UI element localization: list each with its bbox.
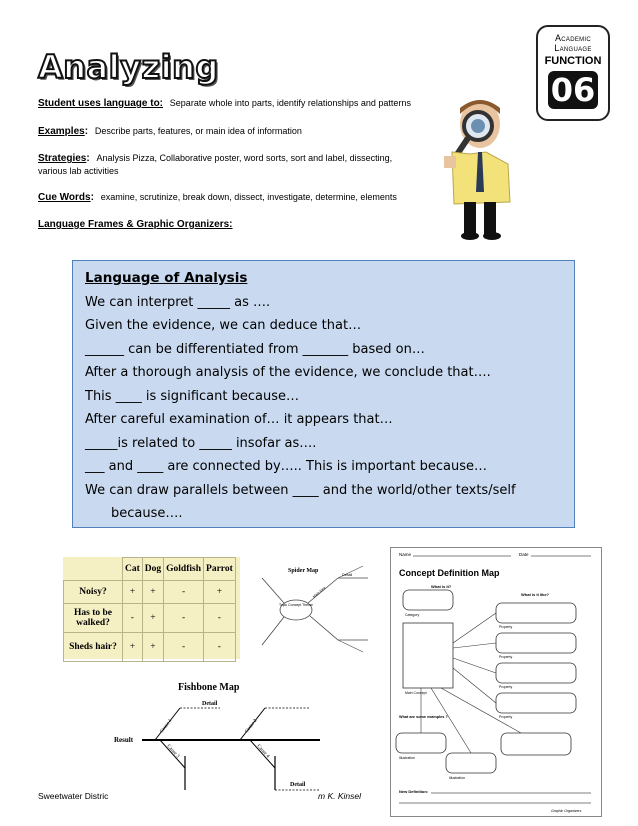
cue-words-line: Cue Words: examine, scrutinize, break down, dissect, investigate, determine, elements bbox=[38, 192, 397, 203]
strategies-line: Strategies: Analysis Pizza, Collaborative poster, word sorts, sort and label, dissecting, bbox=[38, 153, 393, 164]
frame-2: Given the evidence, we can deduce that… bbox=[85, 318, 362, 333]
comparison-table-graphic bbox=[63, 557, 240, 659]
footer-left: Sweetwater Distric bbox=[38, 791, 109, 801]
student-uses-line bbox=[38, 98, 411, 109]
examples-line: Examples: Describe parts, features, or main idea of information bbox=[38, 126, 302, 137]
concept-footer: Graphic Organizers bbox=[551, 809, 582, 813]
concept-property-4: Property bbox=[499, 715, 513, 719]
table-cell: + bbox=[142, 633, 163, 662]
badge-number: 06 bbox=[548, 71, 598, 109]
table-cell: - bbox=[164, 604, 204, 633]
fishbone-title: Fishbone Map bbox=[178, 682, 240, 693]
frame-9-continuation: because…. bbox=[111, 506, 183, 521]
strategies-text2: various lab activities bbox=[38, 166, 119, 176]
concept-name-label: Name bbox=[399, 552, 412, 557]
table-corner bbox=[64, 558, 123, 581]
concept-illustration-2: Illustration bbox=[449, 776, 465, 780]
student-uses-text: Separate whole into parts, identify relationships and patterns bbox=[169, 98, 411, 108]
fishbone-cause-3: Cause 3 bbox=[165, 743, 180, 760]
spider-center-label: Topic Concept Theme bbox=[279, 603, 313, 607]
table-row-header: Sheds hair? bbox=[64, 633, 123, 662]
comparison-table bbox=[63, 557, 236, 662]
concept-examples: What are some examples ? bbox=[399, 715, 448, 719]
fishbone-cause-4: Cause 4 bbox=[255, 743, 270, 760]
student-uses-label: Student uses language to: bbox=[38, 98, 164, 109]
badge-line3: FUNCTION bbox=[544, 55, 602, 67]
frame-7: _____is related to _____ insofar as…. bbox=[85, 435, 317, 451]
table-col-header: Dog bbox=[142, 558, 163, 581]
cue-words-label: Cue Words bbox=[38, 192, 91, 203]
frame-1: We can interpret _____ as …. bbox=[85, 294, 271, 310]
table-cell: - bbox=[204, 604, 236, 633]
table-cell: - bbox=[164, 581, 204, 604]
table-cell: - bbox=[204, 633, 236, 662]
table-cell: - bbox=[164, 633, 204, 662]
concept-illustration: Illustration bbox=[399, 756, 415, 760]
concept-property: Property bbox=[499, 625, 513, 629]
frame-9: We can draw parallels between ____ and the world/other texts/self bbox=[85, 482, 516, 498]
table-cell: + bbox=[123, 581, 143, 604]
function-badge bbox=[536, 25, 610, 121]
language-of-analysis-box bbox=[72, 260, 575, 528]
table-cell: + bbox=[204, 581, 236, 604]
concept-category: Category bbox=[405, 613, 420, 617]
spider-map-title: Spider Map bbox=[288, 568, 319, 574]
table-cell: - bbox=[123, 604, 143, 633]
fishbone-result-label: Result bbox=[114, 736, 134, 744]
footer-right: m K. Kinsel bbox=[318, 791, 361, 801]
spider-map-graphic bbox=[258, 560, 378, 660]
frame-5: This ____ is significant because… bbox=[85, 388, 299, 404]
frame-4: After a thorough analysis of the evidence, we conclude that…. bbox=[85, 365, 491, 380]
magnifier-person-illustration bbox=[430, 92, 530, 242]
fishbone-detail-label: Detail bbox=[202, 701, 218, 707]
table-row bbox=[64, 633, 236, 662]
examples-text: Describe parts, features, or main idea of information bbox=[94, 126, 302, 136]
frames-heading-line bbox=[38, 219, 233, 230]
concept-what-like: What is it like? bbox=[521, 592, 550, 597]
frames-heading: Language Frames & Graphic Organizers: bbox=[38, 219, 233, 230]
page-title: Analyzing bbox=[38, 48, 219, 86]
badge-line2: Language bbox=[554, 43, 592, 53]
frame-3: ______ can be differentiated from _______ based on… bbox=[85, 341, 425, 357]
strategies-text1: Analysis Pizza, Collaborative poster, word sorts, sort and label, dissecting, bbox=[96, 153, 393, 163]
spider-leg-label: Main Idea bbox=[312, 585, 327, 599]
frame-6: After careful examination of… it appears that… bbox=[85, 412, 393, 427]
table-row-header: Has to be walked? bbox=[64, 604, 123, 633]
language-box-heading: Language of Analysis bbox=[85, 270, 248, 286]
badge-line1: Academic bbox=[554, 33, 592, 43]
concept-what-is-it: What is it? bbox=[431, 584, 452, 589]
table-cell: + bbox=[142, 581, 163, 604]
concept-new-definition: New Definition: bbox=[399, 789, 429, 794]
table-cell: + bbox=[123, 633, 143, 662]
table-cell: + bbox=[142, 604, 163, 633]
fishbone-map-graphic bbox=[110, 678, 325, 793]
concept-definition-map-graphic bbox=[390, 547, 602, 817]
fishbone-cause-2: Cause 2 bbox=[244, 718, 259, 735]
frame-8: ___ and ____ are connected by….. This is important because… bbox=[85, 459, 488, 474]
concept-property-2: Property bbox=[499, 655, 513, 659]
fishbone-cause-1: Cause 1 bbox=[159, 718, 174, 735]
concept-date-label: Date bbox=[519, 552, 529, 557]
table-row bbox=[64, 604, 236, 633]
fishbone-detail-label-2: Detail bbox=[290, 782, 306, 788]
table-col-header: Parrot bbox=[204, 558, 236, 581]
table-col-header: Cat bbox=[123, 558, 143, 581]
concept-main: Main Concept bbox=[405, 691, 427, 695]
concept-map-title: Concept Definition Map bbox=[399, 568, 500, 578]
spider-detail-label: Detail bbox=[342, 572, 353, 577]
table-row-header: Noisy? bbox=[64, 581, 123, 604]
concept-property-3: Property bbox=[499, 685, 513, 689]
strategies-label: Strategies bbox=[38, 153, 87, 164]
table-row bbox=[64, 581, 236, 604]
table-col-header: Goldfish bbox=[164, 558, 204, 581]
cue-words-text: examine, scrutinize, break down, dissect, investigate, determine, elements bbox=[100, 192, 397, 202]
examples-label: Examples bbox=[38, 126, 85, 137]
